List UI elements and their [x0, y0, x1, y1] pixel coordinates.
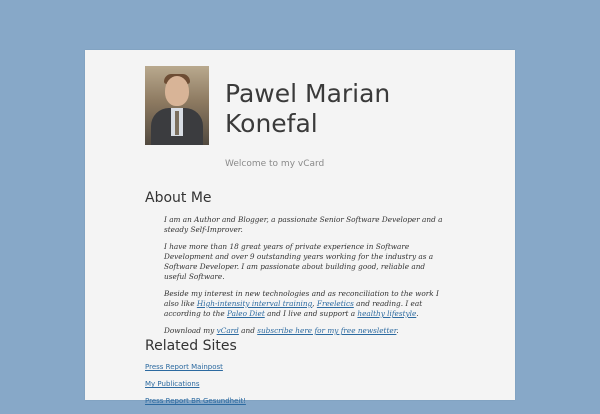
photo-tie	[175, 111, 179, 135]
vcard-panel	[85, 50, 515, 405]
my-publications-link[interactable]: My Publications	[145, 380, 200, 388]
related-sites-heading: Related Sites	[145, 338, 237, 354]
about-p3-end: .	[416, 309, 419, 318]
freeletics-link[interactable]: Freeletics	[316, 299, 354, 308]
hiit-link[interactable]: High-intensity interval training	[196, 299, 313, 308]
profile-photo	[145, 66, 209, 145]
about-paragraph-4	[164, 326, 446, 336]
vcard-download-link[interactable]: vCard	[216, 326, 239, 335]
about-p3-sep1: ,	[312, 299, 317, 308]
related-site-item	[145, 380, 246, 397]
related-sites-list	[145, 363, 246, 414]
site-title: Pawel Marian Konefal	[225, 79, 391, 138]
site-tagline: Welcome to my vCard	[225, 159, 325, 169]
press-report-mainpost-link[interactable]: Press Report Mainpost	[145, 363, 223, 371]
about-paragraph-3	[164, 289, 446, 319]
about-p4-mid: and	[238, 326, 258, 335]
photo-face	[165, 76, 189, 106]
about-p4-end: .	[396, 326, 399, 335]
about-paragraph-2: I have more than 18 great years of private experience in Software Development and over 9 outstanding years working for the industry as a Software Developer. I am passionate about building good, reliable and useful Software.	[164, 242, 434, 281]
healthy-lifestyle-link[interactable]: healthy lifestyle	[357, 309, 417, 318]
about-p4-prefix: Download my	[164, 326, 217, 335]
newsletter-subscribe-link[interactable]: subscribe here for my free newsletter	[257, 326, 397, 335]
about-paragraph-1: I am an Author and Blogger, a passionate Senior Software Developer and a steady Self-Improver.	[164, 215, 443, 234]
about-p3-mid: and reading. I eat according to the	[164, 299, 423, 318]
about-p3-mid2: and I live and support a	[264, 309, 358, 318]
related-site-item	[145, 363, 246, 380]
about-heading: About Me	[145, 190, 212, 206]
about-p3-prefix: Beside my interest in new technologies and as reconciliation to the work I also like	[164, 289, 439, 308]
press-report-br-gesundheit-link[interactable]: Press Report BR Gesundheit!	[145, 397, 246, 405]
paleo-diet-link[interactable]: Paleo Diet	[227, 309, 265, 318]
about-text	[164, 215, 446, 343]
